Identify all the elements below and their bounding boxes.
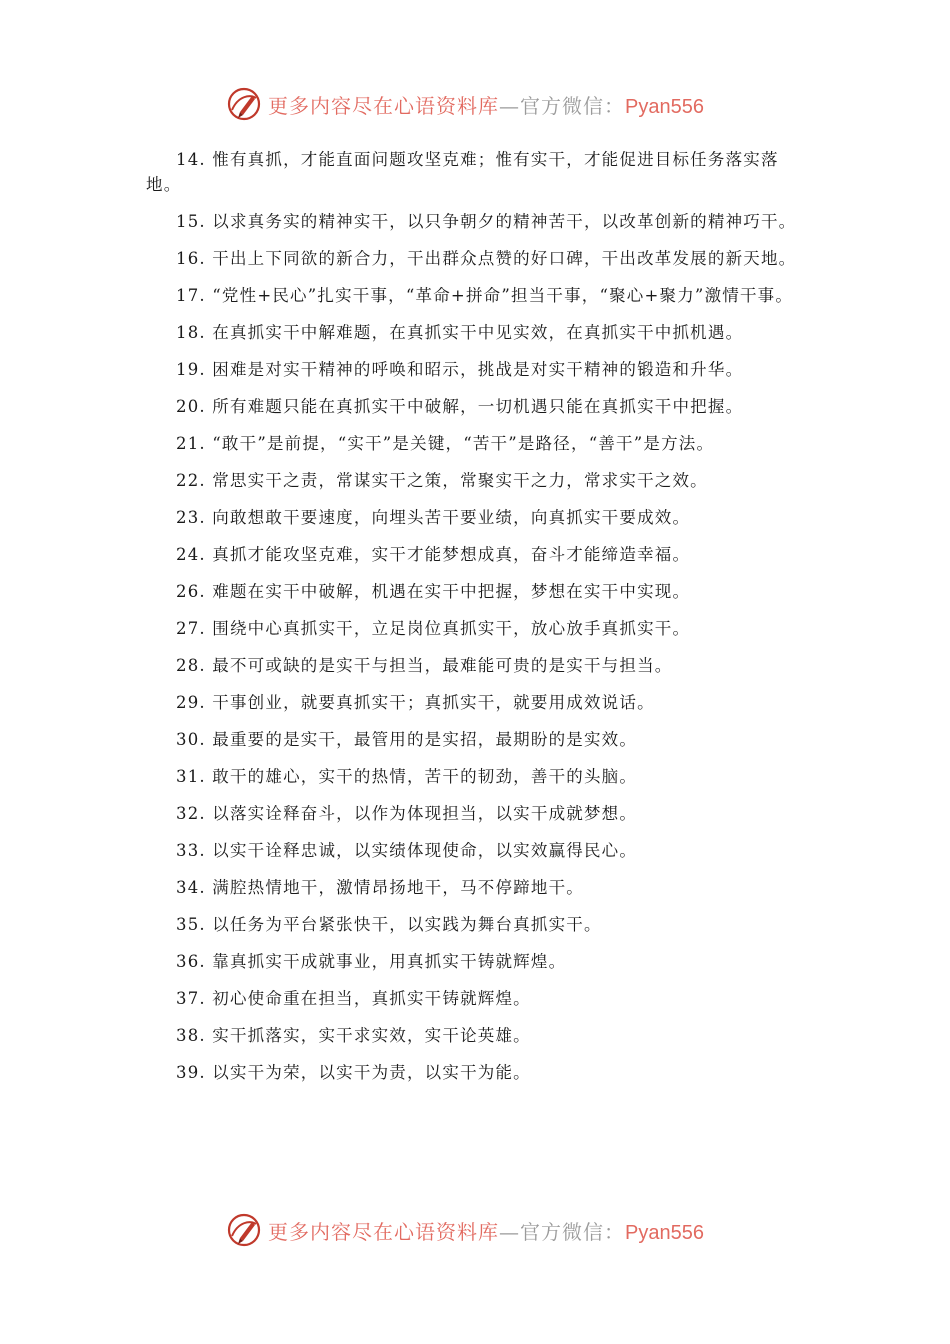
list-item: 26. 难题在实干中破解，机遇在实干中把握，梦想在实干中实现。 — [176, 582, 691, 601]
header-banner-label: 官方微信： — [520, 93, 625, 118]
list-item: 34. 满腔热情地干，激情昂扬地干，马不停蹄地干。 — [176, 878, 584, 897]
list-item: 15. 以求真务实的精神实干，以只争朝夕的精神苦干，以改革创新的精神巧干。 — [176, 212, 797, 231]
footer-banner-main: 更多内容尽在心语资料库 — [268, 1219, 499, 1244]
footer-banner-dash: — — [499, 1219, 520, 1244]
footer-banner — [0, 1210, 950, 1250]
pen-logo-icon — [226, 86, 262, 122]
list-item: 27. 围绕中心真抓实干，立足岗位真抓实干，放心放手真抓实干。 — [176, 619, 691, 638]
list-item: 32. 以落实诠释奋斗，以作为体现担当，以实干成就梦想。 — [176, 804, 638, 823]
list-item: 17. “党性+民心”扎实干事，“革命+拼命”担当干事，“聚心+聚力”激情干事。 — [176, 286, 794, 305]
list-item: 33. 以实干诠释忠诚，以实绩体现使命，以实效赢得民心。 — [176, 841, 638, 860]
list-item: 16. 干出上下同欲的新合力，干出群众点赞的好口碑，干出改革发展的新天地。 — [176, 249, 797, 268]
header-banner-dash: — — [499, 93, 520, 118]
list-item: 22. 常思实干之责，常谋实干之策，常聚实干之力，常求实干之效。 — [176, 471, 708, 490]
list-item: 39. 以实干为荣，以实干为责，以实干为能。 — [176, 1063, 531, 1082]
list-item: 35. 以任务为平台紧张快干，以实践为舞台真抓实干。 — [176, 915, 602, 934]
list-item: 20. 所有难题只能在真抓实干中破解，一切机遇只能在真抓实干中把握。 — [176, 397, 744, 416]
footer-banner-label: 官方微信： — [520, 1219, 625, 1244]
list-item: 29. 干事创业，就要真抓实干；真抓实干，就要用成效说话。 — [176, 693, 655, 712]
header-banner-text — [268, 90, 704, 119]
list-item: 30. 最重要的是实干，最管用的是实招，最期盼的是实效。 — [176, 730, 638, 749]
header-banner-main: 更多内容尽在心语资料库 — [268, 93, 499, 118]
header-banner — [0, 84, 950, 124]
list-item: 19. 困难是对实干精神的呼唤和昭示，挑战是对实干精神的锻造和升华。 — [176, 360, 744, 379]
list-item: 21. “敢干”是前提，“实干”是关键，“苦干”是路径，“善干”是方法。 — [176, 434, 715, 453]
list-item: 28. 最不可或缺的是实干与担当，最难能可贵的是实干与担当。 — [176, 656, 673, 675]
footer-banner-id: Pyan556 — [625, 1221, 704, 1244]
list-item: 23. 向敢想敢干要速度，向埋头苦干要业绩，向真抓实干要成效。 — [176, 508, 691, 527]
list-item: 14. 惟有真抓，才能直面问题攻坚克难；惟有实干，才能促进目标任务落实落地。 — [146, 150, 779, 194]
list-item: 24. 真抓才能攻坚克难，实干才能梦想成真，奋斗才能缔造幸福。 — [176, 545, 691, 564]
list-item: 37. 初心使命重在担当，真抓实干铸就辉煌。 — [176, 989, 531, 1008]
list-item: 36. 靠真抓实干成就事业，用真抓实干铸就辉煌。 — [176, 952, 567, 971]
list-item: 31. 敢干的雄心，实干的热情，苦干的韧劲，善干的头脑。 — [176, 767, 638, 786]
list-item: 38. 实干抓落实，实干求实效，实干论英雄。 — [176, 1026, 531, 1045]
pen-logo-icon — [226, 1212, 262, 1248]
header-banner-id: Pyan556 — [625, 95, 704, 118]
list-item: 18. 在真抓实干中解难题，在真抓实干中见实效，在真抓实干中抓机遇。 — [176, 323, 744, 342]
footer-banner-text — [268, 1216, 704, 1245]
document-body — [146, 147, 814, 1097]
